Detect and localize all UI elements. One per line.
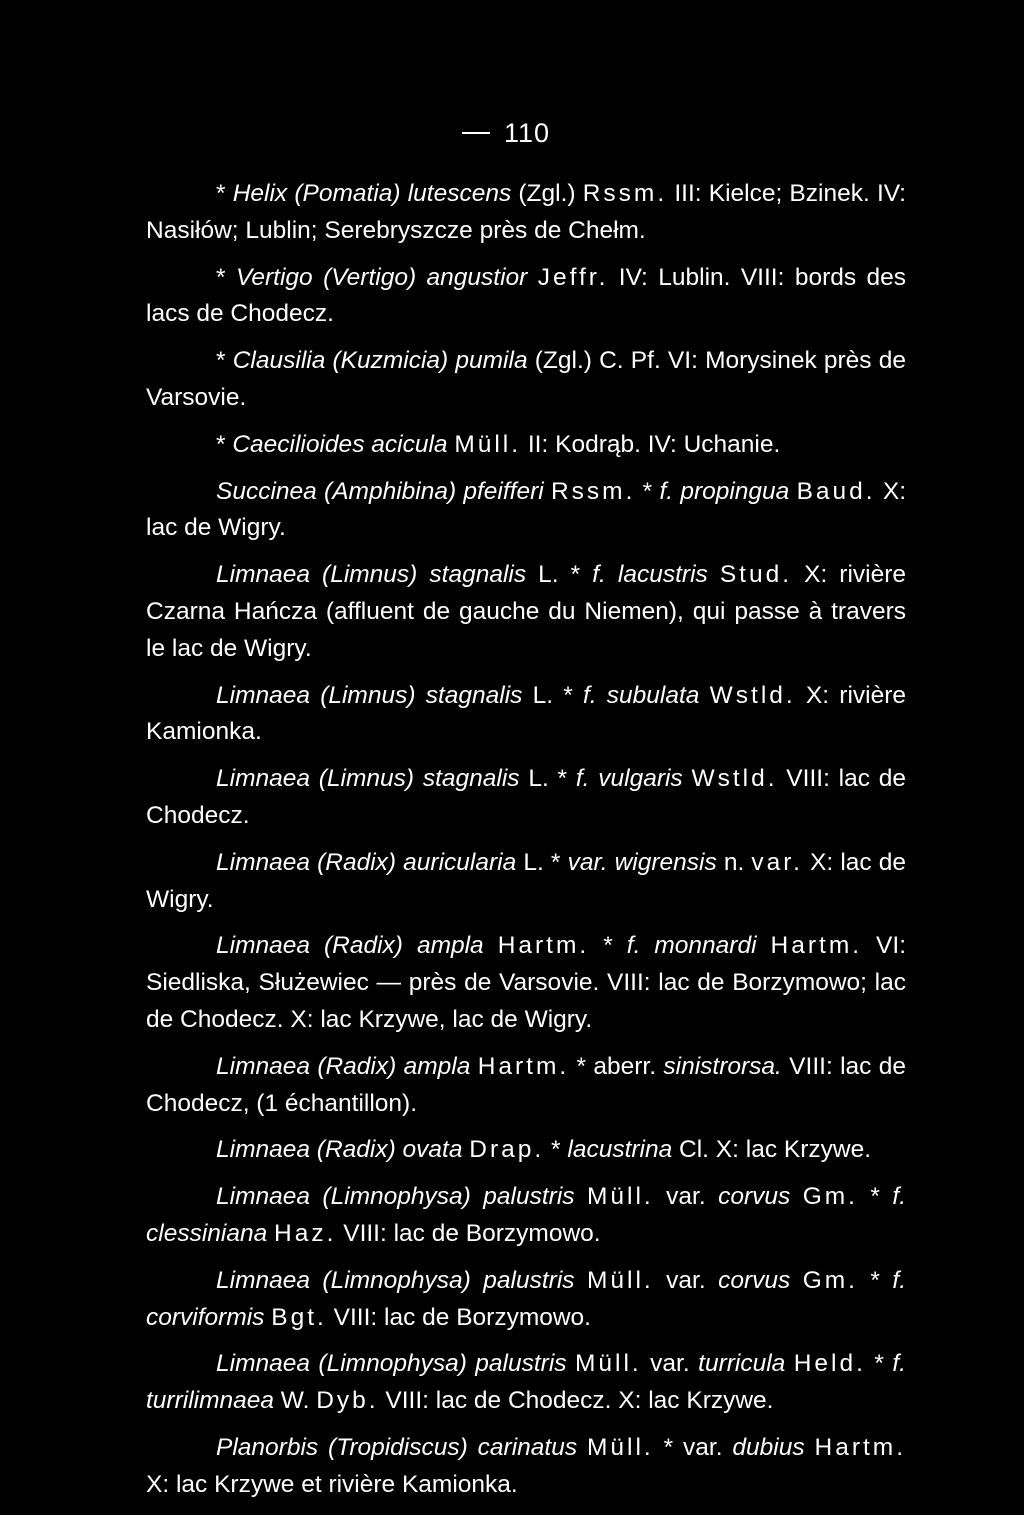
entry-text (757, 932, 771, 959)
entry-text: VI: Siedliska, Służewiec — près de Varsovie. VIII: lac de Borzymowo; lac de Chodecz. X: lac Krzywe, lac de Wigry. (146, 932, 907, 1033)
entry-text (527, 264, 537, 291)
taxon-name: Caecilioides acicula (232, 430, 448, 458)
taxon-name: corvus (718, 1183, 791, 1211)
author-name: var. (751, 848, 803, 876)
species-entry (146, 1179, 906, 1253)
entry-text: VIII: lac de Chodecz, (1 échantillon). (146, 1052, 906, 1117)
taxon-name: Limnaea (Limnophysa) palustris (216, 1183, 575, 1211)
author-name: Hartm. (497, 932, 590, 960)
author-name: Drap. (469, 1136, 545, 1164)
author-name: Jeffr. (537, 263, 609, 291)
taxon-name: Succinea (Amphibina) pfeifferi (216, 477, 544, 505)
taxon-name: f. monnardi (626, 932, 757, 960)
species-entry (146, 176, 906, 250)
entry-text: III: Kielce; Bzinek. IV: Nasiłów; Lublin; Serebryszcze près de Chełm. (146, 180, 906, 244)
taxon-name: Clausilia (Kuzmicia) pumila (232, 347, 528, 375)
taxon-name: Limnaea (Radix) auricularia (216, 848, 517, 876)
taxon-name: var. wigrensis (567, 848, 717, 876)
taxon-name: Vertigo (Vertigo) angustior (235, 263, 528, 291)
species-entry (146, 343, 906, 417)
author-name: Gm. (802, 1266, 858, 1294)
taxon-name: Helix (Pomatia) lutescens (232, 180, 512, 207)
entry-text: VIII: lac de Borzymowo. (326, 1303, 591, 1331)
entry-text: L. * (522, 681, 583, 709)
author-name: Haz. (274, 1219, 337, 1247)
entry-text: VIII: lac de Borzymowo. (336, 1219, 601, 1247)
entry-text: Cl. X: lac Krzywe. (672, 1136, 871, 1164)
taxon-name: Planorbis (Tropidiscus) carinatus (216, 1433, 578, 1461)
entry-text: W. (274, 1387, 317, 1415)
entry-text: L. * (519, 765, 576, 793)
author-name: Baud. (796, 477, 876, 505)
author-name: Stud. (719, 561, 793, 589)
author-name: Wstld. (691, 765, 778, 793)
entry-text (567, 1350, 575, 1377)
species-entry (146, 678, 906, 752)
entry-text: X: rivière Kamionka. (146, 681, 906, 746)
entry-text (790, 1183, 802, 1210)
entry-text: X: lac Krzywe et rivière Kamionka. (146, 1470, 518, 1498)
species-entry (146, 474, 906, 548)
entry-text: VIII: lac de Chodecz. (146, 765, 907, 829)
taxon-name: f. turrilimnaea (146, 1350, 906, 1415)
entry-text: * (216, 263, 236, 291)
taxon-name: Limnaea (Limnus) stagnalis (216, 681, 523, 709)
taxon-name: f. vulgaris (575, 765, 683, 793)
entry-text (785, 1350, 793, 1377)
species-entry (146, 1263, 906, 1337)
entry-text (267, 1220, 274, 1247)
entry-text (699, 682, 709, 709)
species-list (146, 176, 906, 1514)
species-entry (146, 557, 906, 667)
taxon-name: corvus (718, 1266, 791, 1294)
taxon-name: Limnaea (Limnus) stagnalis (216, 561, 527, 589)
page-number (462, 118, 550, 149)
taxon-name: sinistrorsa. (663, 1052, 782, 1080)
taxon-name: f. corviformis (146, 1266, 907, 1331)
entry-text: * (865, 1350, 893, 1378)
entry-text: * (857, 1266, 893, 1294)
taxon-name: dubius (732, 1433, 805, 1461)
species-entry (146, 928, 906, 1038)
author-name: Hartm. (814, 1433, 906, 1461)
taxon-name: f. propingua (659, 477, 790, 505)
author-name: Hartm. (770, 932, 863, 960)
taxon-name: f. lacustris (592, 561, 708, 589)
entry-text: var. (641, 1350, 699, 1378)
author-name: Rssm. (550, 477, 636, 505)
author-name: Held. (793, 1350, 866, 1378)
entry-text: II: Kodrąb. IV: Uchanie. (521, 430, 781, 458)
taxon-name: f. subulata (582, 681, 700, 709)
species-entry (146, 1430, 906, 1504)
entry-text: * var. (653, 1433, 733, 1461)
entry-text: L. * (516, 848, 568, 876)
entry-text: var. (653, 1266, 719, 1294)
author-name: Wstld. (709, 681, 796, 709)
species-entry (146, 1049, 906, 1123)
taxon-name: f. clessiniana (146, 1183, 907, 1247)
taxon-name: lacustrina (567, 1136, 673, 1164)
entry-text: * (635, 477, 660, 505)
entry-text (575, 1267, 587, 1294)
species-entry (146, 761, 906, 835)
entry-text: X: lac de Wigry. (146, 848, 907, 913)
entry-text: X: rivière Czarna Hańcza (affluent de gauche du Niemen), qui passe à travers le lac de Wigry. (146, 561, 907, 662)
entry-text (484, 932, 498, 959)
author-name: Müll. (586, 1433, 654, 1461)
species-entry (146, 845, 906, 919)
species-entry (146, 1132, 906, 1169)
entry-text: X: lac de Wigry. (146, 477, 907, 542)
page-number-text: 110 (504, 118, 551, 148)
page-number-dash (462, 132, 490, 134)
entry-text: * (544, 1136, 568, 1164)
entry-text: var. (653, 1183, 719, 1211)
author-name: Gm. (802, 1183, 858, 1211)
species-entry (146, 427, 906, 464)
entry-text: (Zgl.) (511, 180, 583, 207)
taxon-name: Limnaea (Limnophysa) palustris (216, 1266, 575, 1294)
author-name: Rssm. (582, 180, 668, 207)
entry-text: (Zgl.) C. Pf. VI: Morysinek près de Varsovie. (146, 347, 906, 411)
entry-text (577, 1434, 587, 1461)
author-name: Bgt. (271, 1303, 327, 1331)
entry-text: * (216, 180, 233, 207)
entry-text: * (216, 347, 233, 375)
entry-text (708, 561, 720, 588)
entry-text (789, 478, 796, 505)
author-name: Dyb. (316, 1387, 379, 1415)
entry-text: * (857, 1183, 893, 1211)
species-entry (146, 260, 906, 334)
author-name: Hartm. (477, 1052, 570, 1080)
entry-text: L. * (526, 561, 593, 589)
entry-text: * (589, 932, 627, 960)
entry-text: n. (716, 848, 752, 876)
entry-text: IV: Lublin. VIII: bords des lacs de Chodecz. (146, 263, 907, 328)
author-name: Müll. (586, 1183, 654, 1211)
entry-text (544, 478, 551, 505)
entry-text: * aberr. (569, 1052, 664, 1080)
taxon-name: Limnaea (Radix) ampla (216, 1052, 471, 1080)
entry-text (805, 1434, 815, 1461)
entry-text (790, 1267, 802, 1294)
species-entry (146, 1346, 906, 1420)
taxon-name: Limnaea (Limnophysa) palustris (216, 1350, 567, 1378)
taxon-name: turricula (698, 1350, 786, 1378)
entry-text: * (216, 430, 233, 458)
taxon-name: Limnaea (Limnus) stagnalis (216, 765, 520, 793)
taxon-name: Limnaea (Radix) ovata (216, 1136, 463, 1164)
taxon-name: Limnaea (Radix) ampla (216, 932, 484, 960)
author-name: Müll. (586, 1266, 654, 1294)
entry-text: VIII: lac de Chodecz. X: lac Krzywe. (378, 1387, 774, 1415)
entry-text (575, 1183, 587, 1210)
author-name: Müll. (454, 430, 522, 458)
author-name: Müll. (575, 1350, 642, 1378)
entry-text (470, 1053, 477, 1080)
